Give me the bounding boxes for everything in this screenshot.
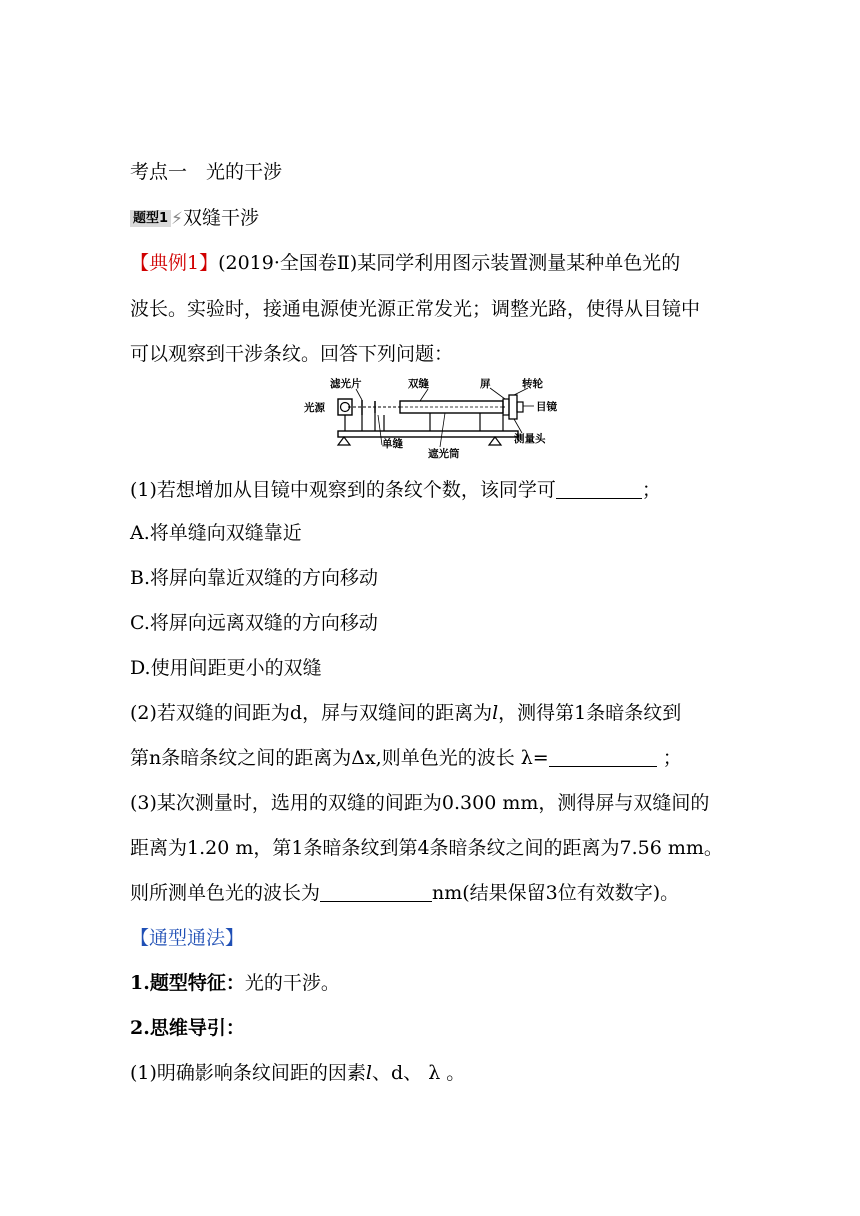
label-light-source: 光源 [304, 402, 325, 414]
answer-blank-2[interactable] [549, 748, 657, 767]
question-2-text-c: 第n条暗条纹之间的距离为Δx,则单色光的波长 λ= [130, 747, 549, 769]
example-intro-text-1: (2019·全国卷Ⅱ)某同学利用图示装置测量某种单色光的 [218, 252, 681, 274]
method-sub-1-text-b: 、d、 λ 。 [372, 1062, 466, 1084]
method-item-1 [130, 971, 740, 995]
lightning-icon: ⚡ [171, 209, 183, 229]
label-filter: 滤光片 [330, 378, 362, 390]
option-d: D.使用间距更小的双缝 [130, 657, 322, 679]
method-item-1-label: 1.题型特征： [130, 972, 245, 994]
question-2-text-b: ，测得第1条暗条纹到 [498, 702, 682, 724]
section-title: 考点一 光的干涉 [130, 161, 283, 183]
method-sub-1 [130, 1061, 740, 1085]
option-b: B.将屏向靠近双缝的方向移动 [130, 567, 379, 589]
label-shade-tube: 遮光筒 [428, 448, 460, 460]
question-3-line-3 [130, 881, 740, 905]
question-2-text-a: (2)若双缝的间距为d，屏与双缝间的距离为 [130, 702, 493, 724]
question-3-text-b: nm(结果保留3位有效数字)。 [432, 882, 680, 904]
question-2-end: ； [662, 747, 682, 769]
answer-blank-1[interactable] [556, 480, 642, 499]
label-eyepiece: 目镜 [536, 401, 557, 413]
example-intro-line-2: 波长。实验时，接通电源使光源正常发光；调整光路，使得从目镜中 [130, 298, 701, 320]
subsection-heading [130, 206, 740, 231]
question-3-line-1: (3)某次测量时，选用的双缝的间距为0.300 mm，测得屏与双缝间的 [130, 792, 710, 814]
label-double-slit: 双缝 [408, 378, 429, 390]
option-a: A.将单缝向双缝靠近 [130, 522, 302, 544]
question-type-badge: 题型1 [130, 210, 171, 227]
question-3-line-2: 距离为1.20 m，第1条暗条纹到第4条暗条纹之间的距离为7.56 mm。 [130, 837, 723, 859]
variable-l-2: l [365, 1062, 372, 1084]
label-wheel: 转轮 [522, 378, 543, 390]
question-1-text: (1)若想增加从目镜中观察到的条纹个数，该同学可 [130, 479, 556, 501]
example-intro-line-3: 可以观察到干涉条纹。回答下列问题： [130, 343, 454, 365]
question-3-text-a: 则所测单色光的波长为 [130, 882, 321, 904]
method-sub-1-text-a: (1)明确影响条纹间距的因素 [130, 1062, 366, 1084]
example-intro-line-1 [130, 251, 740, 275]
label-single-slit: 单缝 [382, 438, 403, 450]
question-2-line-1 [130, 701, 740, 725]
method-header: 【通型通法】 [130, 927, 245, 949]
option-c: C.将屏向远离双缝的方向移动 [130, 612, 378, 634]
method-item-1-text: 光的干涉。 [244, 972, 340, 994]
question-2-line-2 [130, 746, 740, 770]
question-1 [130, 478, 740, 502]
variable-l: l [492, 702, 499, 724]
method-item-2: 2.思维导引： [130, 1017, 245, 1039]
answer-blank-3[interactable] [320, 883, 432, 902]
example-label: 【典例1】 [130, 252, 219, 274]
subsection-title: 双缝干涉 [182, 207, 259, 229]
question-1-end: ； [641, 479, 661, 501]
label-measuring-head: 测量头 [514, 433, 546, 445]
label-screen: 屏 [480, 378, 491, 390]
apparatus-diagram [300, 375, 580, 460]
